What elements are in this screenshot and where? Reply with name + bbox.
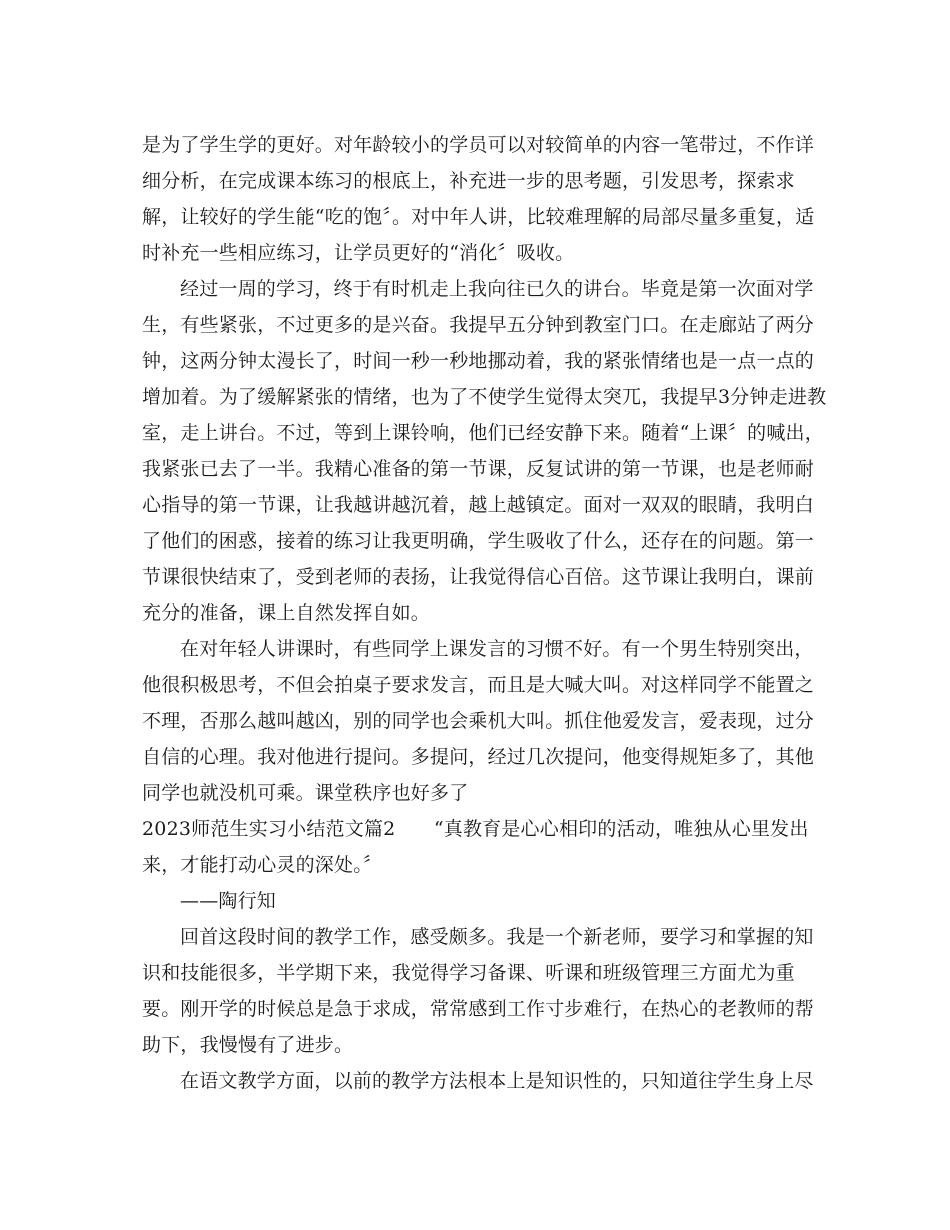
quote-attribution: ——陶行知 [180, 890, 277, 912]
text-line: 钟，这两分钟太漫长了，时间一秒一秒地挪动着，我的紧张情绪也是一点一点的 [142, 350, 815, 372]
text-line: 我紧张已去了一半。我精心准备的第一节课，反复试讲的第一节课，也是老师耐 [142, 458, 815, 480]
text-line: 自信的心理。我对他进行提问。多提问，经过几次提问，他变得规矩多了，其他 [142, 746, 815, 768]
text-line: 细分析，在完成课本练习的根底上，补充进一步的思考题，引发思考，探索求 [142, 170, 795, 192]
text-line: 不理，否那么越叫越凶，别的同学也会乘机大叫。抓住他爱发言，爱表现，过分 [142, 710, 815, 732]
text-line: 同学也就没机可乘。课堂秩序也好多了 [142, 782, 469, 804]
text-line: 来，才能打动心灵的深处。〞 [142, 854, 383, 876]
text-line: 解，让较好的学生能“吃的饱〞。对中年人讲，比较难理解的局部尽量多重复，适 [142, 206, 815, 228]
text-line: 时补充一些相应练习，让学员更好的“消化〞吸收。 [142, 242, 575, 264]
text-line: 他很积极思考，不但会拍桌子要求发言，而且是大喊大叫。对这样同学不能置之 [142, 674, 815, 696]
text-line: 室，走上讲台。不过，等到上课铃响，他们已经安静下来。随着“上课〞的喊出， [142, 422, 824, 444]
paragraph-start-line: 回首这段时间的教学工作，感受颇多。我是一个新老师，要学习和掌握的知 [180, 926, 814, 948]
paragraph-start-line: 在对年轻人讲课时，有些同学上课发言的习惯不好。有一个男生特别突出， [180, 638, 814, 660]
text-line: 是为了学生学的更好。对年龄较小的学员可以对较简单的内容一笔带过，不作详 [142, 134, 815, 156]
text-line: 助下，我慢慢有了进步。 [142, 1034, 354, 1056]
text-line: 充分的准备，课上自然发挥自如。 [142, 602, 431, 624]
text-line: 节课很快结束了，受到老师的表扬，让我觉得信心百倍。这节课让我明白，课前 [142, 566, 815, 588]
text-line: 识和技能很多，半学期下来，我觉得学习备课、听课和班级管理三方面尤为重 [142, 962, 795, 984]
text-line: 增加着。为了缓解紧张的情绪，也为了不使学生觉得太突兀，我提早3分钟走进教 [142, 386, 827, 408]
text-line: 了他们的困惑，接着的练习让我更明确，学生吸收了什么，还存在的问题。第一 [142, 530, 815, 552]
text-line: 生，有些紧张，不过更多的是兴奋。我提早五分钟到教室门口。在走廊站了两分 [142, 314, 815, 336]
paragraph-start-line: 在语文教学方面，以前的教学方法根本上是知识性的，只知道往学生身上尽 [180, 1070, 814, 1092]
text-line: 心指导的第一节课，让我越讲越沉着，越上越镇定。面对一双双的眼睛，我明白 [142, 494, 815, 516]
paragraph-start-line: 经过一周的学习，终于有时机走上我向往已久的讲台。毕竟是第一次面对学 [180, 278, 814, 300]
section-heading-line: 2023师范生实习小结范文篇2 “真教育是心心相印的活动，唯独从心里发出 [142, 818, 809, 840]
text-line: 要。刚开学的时候总是急于求成，常常感到工作寸步难行，在热心的老教师的帮 [142, 998, 815, 1020]
